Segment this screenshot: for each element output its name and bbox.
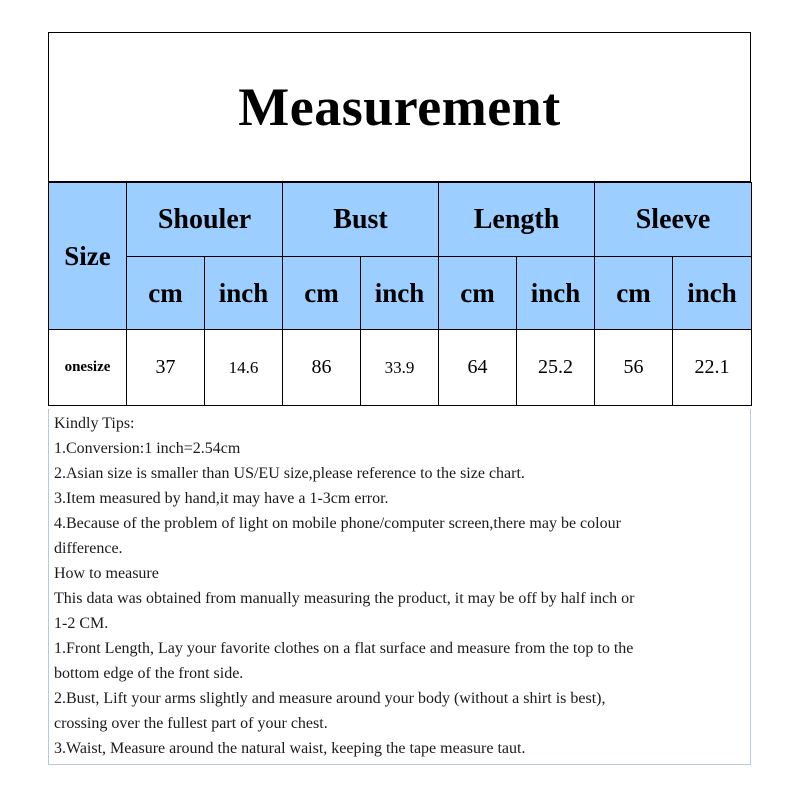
- unit-header: inch: [673, 257, 752, 330]
- header-row-groups: [49, 183, 752, 257]
- table-row: [49, 330, 752, 406]
- tip-line: crossing over the fullest part of your chest.: [54, 715, 328, 732]
- unit-header: cm: [595, 257, 673, 330]
- tip-line: 3.Waist, Measure around the natural waist, keeping the tape measure taut.: [54, 740, 526, 757]
- group-header-shoulder: Shouler: [127, 183, 283, 257]
- table-cell: 56: [595, 330, 673, 406]
- tips-heading: Kindly Tips:: [54, 415, 135, 432]
- size-chart: [48, 32, 751, 406]
- row-size-label: onesize: [49, 330, 127, 406]
- tip-line: This data was obtained from manually measuring the product, it may be off by half inch or: [54, 590, 635, 607]
- title-box: [48, 32, 751, 182]
- unit-header: inch: [205, 257, 283, 330]
- unit-header: cm: [127, 257, 205, 330]
- tip-line: 1.Conversion:1 inch=2.54cm: [54, 440, 241, 457]
- tip-line: 3.Item measured by hand,it may have a 1-3cm error.: [54, 490, 389, 507]
- tip-line: bottom edge of the front side.: [54, 665, 244, 682]
- unit-header: cm: [283, 257, 361, 330]
- tip-line: difference.: [54, 540, 123, 557]
- how-to-measure-heading: How to measure: [54, 565, 159, 582]
- group-header-bust: Bust: [283, 183, 439, 257]
- table-cell: 14.6: [205, 330, 283, 406]
- tips-box: [48, 409, 751, 765]
- unit-header: cm: [439, 257, 517, 330]
- page-title: Measurement: [238, 77, 561, 137]
- tip-line: 4.Because of the problem of light on mobile phone/computer screen,there may be colour: [54, 515, 621, 532]
- table-cell: 22.1: [673, 330, 752, 406]
- table-cell: 64: [439, 330, 517, 406]
- group-header-sleeve: Sleeve: [595, 183, 752, 257]
- size-table: [48, 182, 752, 406]
- table-cell: 86: [283, 330, 361, 406]
- table-cell: 25.2: [517, 330, 595, 406]
- group-header-length: Length: [439, 183, 595, 257]
- size-header: Size: [49, 183, 127, 330]
- unit-header: inch: [517, 257, 595, 330]
- tip-line: 2.Bust, Lift your arms slightly and measure around your body (without a shirt is best),: [54, 690, 606, 707]
- table-cell: 37: [127, 330, 205, 406]
- table-cell: 33.9: [361, 330, 439, 406]
- header-row-units: [49, 257, 752, 330]
- tip-line: 1.Front Length, Lay your favorite clothes on a flat surface and measure from the top to the: [54, 640, 634, 657]
- tip-line: 2.Asian size is smaller than US/EU size,please reference to the size chart.: [54, 465, 525, 482]
- tip-line: 1-2 CM.: [54, 615, 109, 632]
- unit-header: inch: [361, 257, 439, 330]
